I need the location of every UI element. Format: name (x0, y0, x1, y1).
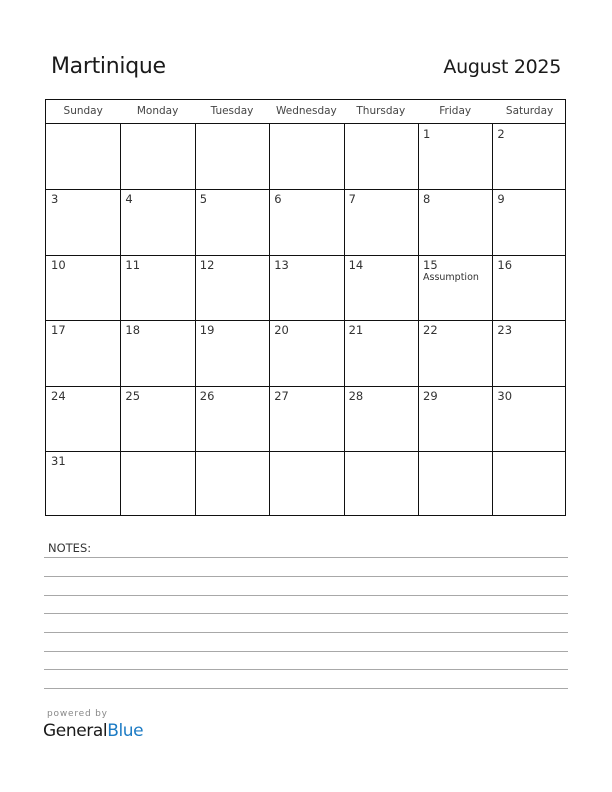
brand-part2: Blue (107, 721, 144, 741)
note-line (44, 613, 568, 614)
day-number: 21 (348, 323, 364, 337)
grid-divider (46, 189, 565, 190)
day-number: 8 (423, 192, 431, 206)
day-number: 5 (199, 192, 208, 206)
calendar-grid (45, 99, 566, 516)
powered-by-label: powered by (47, 709, 108, 719)
weekday-header-row (46, 100, 565, 124)
weekday-wednesday: Wednesday (275, 105, 337, 117)
day-number: 4 (125, 192, 133, 206)
day-number: 2 (497, 127, 505, 141)
day-number: 10 (51, 258, 66, 272)
day-number: 23 (497, 323, 513, 337)
day-number: 24 (51, 389, 66, 403)
weekday-tuesday: Tuesday (210, 105, 254, 117)
day-number: 19 (199, 323, 215, 337)
note-line (44, 669, 568, 670)
day-number: 22 (423, 323, 438, 337)
day-number: 6 (274, 192, 282, 206)
weekday-saturday: Saturday (505, 105, 554, 117)
day-number: 14 (348, 258, 364, 272)
holiday-label: Assumption (423, 272, 479, 283)
note-line (44, 688, 568, 689)
day-number: 17 (51, 323, 66, 337)
day-number: 13 (274, 258, 289, 272)
note-line (44, 651, 568, 652)
brand-part1: General (43, 721, 108, 741)
note-line (44, 576, 568, 577)
day-number: 27 (274, 389, 289, 403)
day-number: 28 (348, 389, 364, 403)
note-line (44, 632, 568, 633)
weekday-friday: Friday (439, 105, 472, 117)
day-number: 20 (274, 323, 289, 337)
grid-divider (46, 451, 565, 452)
day-number: 16 (497, 258, 513, 272)
day-number: 7 (348, 192, 356, 206)
weekday-thursday: Thursday (356, 105, 406, 117)
weekday-sunday: Sunday (63, 105, 103, 117)
month-year-label: August 2025 (443, 56, 561, 78)
day-number: 3 (51, 192, 59, 206)
day-number: 12 (199, 258, 215, 272)
day-number: 31 (51, 454, 66, 468)
day-number: 11 (125, 258, 141, 272)
day-number: 26 (199, 389, 215, 403)
day-number: 25 (125, 389, 141, 403)
generalblue-logo (43, 721, 143, 741)
grid-divider (46, 255, 565, 256)
grid-divider (46, 320, 565, 321)
weekday-monday: Monday (136, 105, 179, 117)
day-number: 30 (497, 389, 513, 403)
day-number: 1 (423, 127, 431, 141)
notes-label: NOTES: (48, 541, 92, 555)
day-number: 15 (423, 258, 438, 272)
note-line (44, 595, 568, 596)
grid-divider (46, 386, 565, 387)
calendar-title: Martinique (51, 54, 166, 79)
day-number: 29 (423, 389, 438, 403)
day-number: 9 (497, 192, 505, 206)
note-line (44, 557, 568, 558)
day-number: 18 (125, 323, 141, 337)
